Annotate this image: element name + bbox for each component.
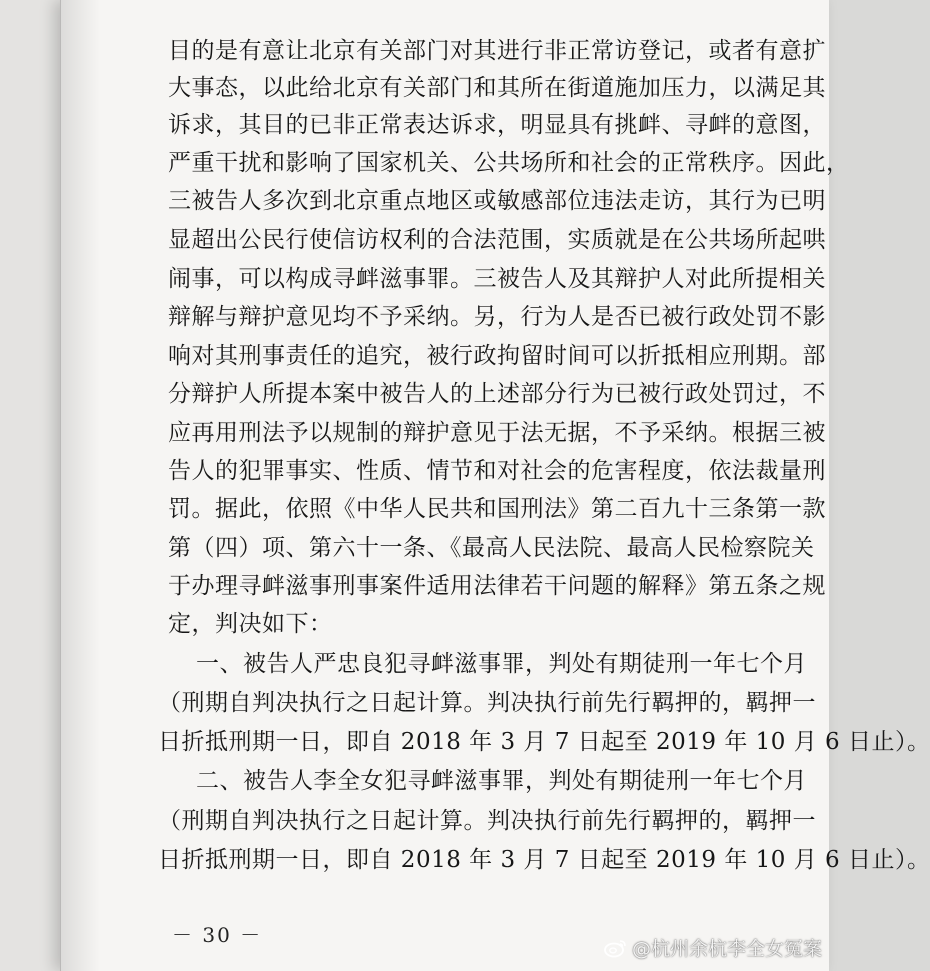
watermark-text: @杭州余杭李全女冤案	[631, 938, 822, 960]
text-line: 三被告人多次到北京重点地区或敏感部位违法走访，其行为已明	[168, 188, 826, 214]
text-line: 显超出公民行使信访权利的合法范围，实质就是在公共场所起哄	[168, 227, 826, 253]
text-line: 于办理寻衅滋事刑事案件适用法律若干问题的解释》第五条之规	[168, 573, 826, 599]
text-line: （刑期自判决执行之日起计算。判决执行前先行羁押的，羁押一	[158, 808, 816, 834]
verdict-item-2: 二、被告人李全女犯寻衅滋事罪，判处有期徒刑一年七个月	[196, 768, 807, 794]
text-line: 应再用刑法予以规制的辩护意见于法无据，不予采纳。根据三被	[168, 420, 826, 446]
text-line: 罚。据此，依照《中华人民共和国刑法》第二百九十三条第一款	[168, 496, 826, 522]
text-line: 日折抵刑期一日，即自 2018 年 3 月 7 日起至 2019 年 10 月 6 日止）。	[158, 729, 930, 755]
verdict-item-1: 一、被告人严忠良犯寻衅滋事罪，判处有期徒刑一年七个月	[196, 651, 807, 677]
text-line: 严重干扰和影响了国家机关、公共场所和社会的正常秩序。因此，	[168, 150, 850, 176]
text-line: 目的是有意让北京有关部门对其进行非正常访登记，或者有意扩	[168, 38, 826, 64]
text-line: 响对其刑事责任的追究，被行政拘留时间可以折抵相应刑期。部	[168, 343, 826, 369]
text-line: 定，判决如下：	[168, 611, 333, 637]
text-line: （刑期自判决执行之日起计算。判决执行前先行羁押的，羁押一	[158, 690, 816, 716]
text-line: 告人的犯罪事实、性质、情节和对社会的危害程度，依法裁量刑	[168, 458, 826, 484]
text-line: 闹事，可以构成寻衅滋事罪。三被告人及其辩护人对此所提相关	[168, 266, 826, 292]
weibo-watermark	[604, 934, 822, 961]
weibo-logo-icon	[604, 938, 628, 958]
text-line: 分辩护人所提本案中被告人的上述部分行为已被行政处罚过，不	[168, 381, 826, 407]
text-line: 诉求，其目的已非正常表达诉求，明显具有挑衅、寻衅的意图，	[168, 112, 826, 138]
text-line: 第（四）项、第六十一条、《最高人民法院、最高人民检察院关	[168, 535, 815, 561]
text-line: 辩解与辩护意见均不予采纳。另，行为人是否已被行政处罚不影	[168, 304, 826, 330]
page-number: － 30 －	[172, 923, 263, 947]
text-line: 日折抵刑期一日，即自 2018 年 3 月 7 日起至 2019 年 10 月 6 日止）。	[158, 847, 930, 873]
text-line: 大事态，以此给北京有关部门和其所在街道施加压力，以满足其	[168, 75, 826, 101]
